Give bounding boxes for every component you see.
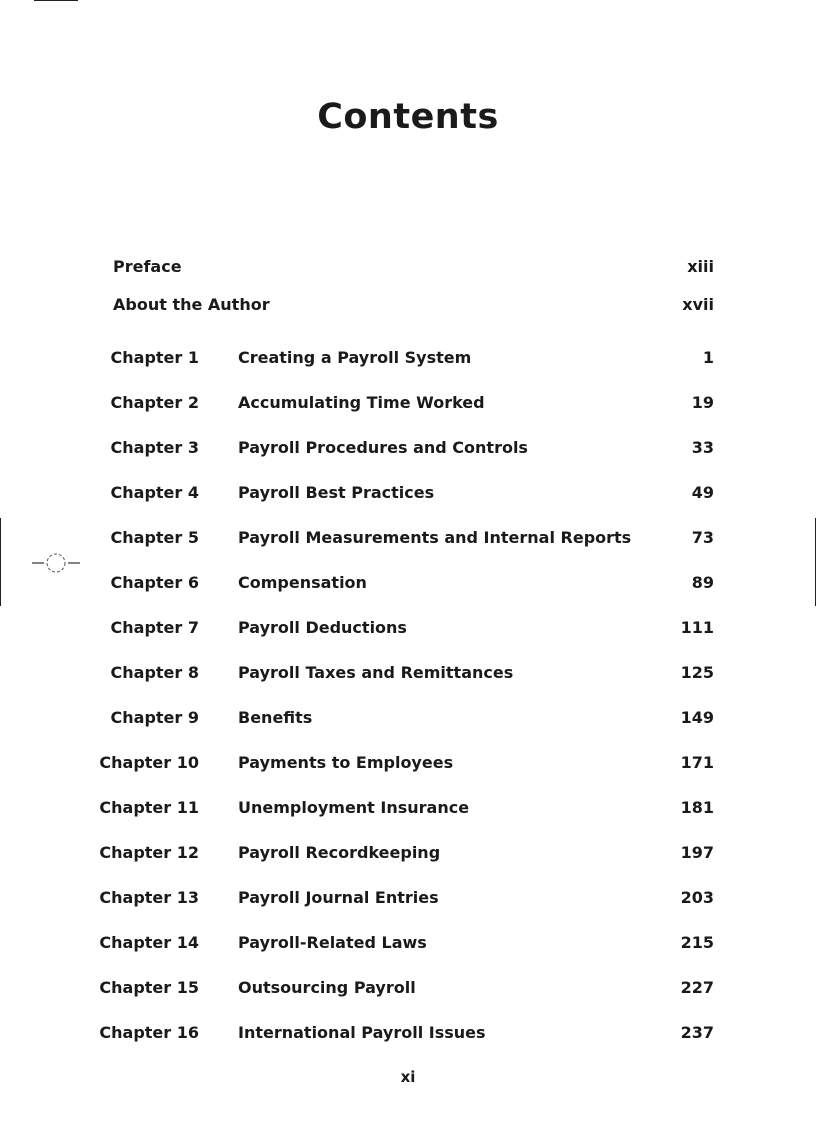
chapter-page-number: 49 bbox=[691, 483, 714, 502]
page-title: Contents bbox=[317, 97, 499, 137]
chapter-label: Chapter 2 bbox=[110, 393, 199, 412]
entry-page-number: xiii bbox=[687, 257, 714, 276]
chapter-page-number: 33 bbox=[691, 438, 714, 457]
chapter-title: Payroll Procedures and Controls bbox=[238, 438, 528, 457]
chapter-entry[interactable] bbox=[0, 753, 816, 773]
chapter-label: Chapter 16 bbox=[99, 1023, 199, 1042]
chapter-page-number: 203 bbox=[680, 888, 714, 907]
registration-mark-icon bbox=[30, 552, 82, 574]
chapter-title: Payroll Best Practices bbox=[238, 483, 435, 502]
chapter-page-number: 111 bbox=[680, 618, 714, 637]
entry-title: About the Author bbox=[113, 295, 270, 314]
chapter-entry[interactable] bbox=[0, 573, 816, 593]
chapter-entry[interactable] bbox=[0, 978, 816, 998]
chapter-label: Chapter 14 bbox=[99, 933, 199, 952]
chapter-title: Payroll Recordkeeping bbox=[238, 843, 441, 862]
chapter-label: Chapter 8 bbox=[110, 663, 199, 682]
chapter-label: Chapter 13 bbox=[99, 888, 199, 907]
chapter-entry[interactable] bbox=[0, 438, 816, 458]
chapter-title: Outsourcing Payroll bbox=[238, 978, 416, 997]
chapter-label: Chapter 4 bbox=[110, 483, 199, 502]
chapter-page-number: 19 bbox=[691, 393, 714, 412]
chapter-page-number: 149 bbox=[680, 708, 714, 727]
chapter-title: Creating a Payroll System bbox=[238, 348, 472, 367]
chapter-page-number: 237 bbox=[680, 1023, 714, 1042]
chapter-label: Chapter 15 bbox=[99, 978, 199, 997]
chapter-title: International Payroll Issues bbox=[238, 1023, 486, 1042]
chapter-page-number: 215 bbox=[680, 933, 714, 952]
front-matter-entry[interactable] bbox=[0, 257, 816, 277]
chapter-entry[interactable] bbox=[0, 933, 816, 953]
page-folio: xi bbox=[400, 1068, 416, 1086]
chapter-title: Payroll Taxes and Remittances bbox=[238, 663, 514, 682]
chapter-entry[interactable] bbox=[0, 348, 816, 368]
chapter-title: Payroll Deductions bbox=[238, 618, 407, 637]
chapter-page-number: 125 bbox=[680, 663, 714, 682]
chapter-page-number: 171 bbox=[680, 753, 714, 772]
chapter-label: Chapter 1 bbox=[110, 348, 199, 367]
chapter-title: Payments to Employees bbox=[238, 753, 454, 772]
chapter-title: Payroll Journal Entries bbox=[238, 888, 439, 907]
chapter-page-number: 73 bbox=[691, 528, 714, 547]
chapter-page-number: 227 bbox=[680, 978, 714, 997]
chapter-entry[interactable] bbox=[0, 843, 816, 863]
chapter-page-number: 89 bbox=[691, 573, 714, 592]
chapter-label: Chapter 11 bbox=[99, 798, 199, 817]
chapter-label: Chapter 12 bbox=[99, 843, 199, 862]
front-matter-entry[interactable] bbox=[0, 295, 816, 315]
chapter-title: Accumulating Time Worked bbox=[238, 393, 485, 412]
chapter-page-number: 197 bbox=[680, 843, 714, 862]
chapter-page-number: 1 bbox=[702, 348, 714, 367]
chapter-entry[interactable] bbox=[0, 1023, 816, 1043]
chapter-entry[interactable] bbox=[0, 663, 816, 683]
chapter-title: Payroll-Related Laws bbox=[238, 933, 427, 952]
crop-mark-top bbox=[34, 0, 78, 1]
chapter-title: Unemployment Insurance bbox=[238, 798, 470, 817]
chapter-entry[interactable] bbox=[0, 393, 816, 413]
chapter-label: Chapter 3 bbox=[110, 438, 199, 457]
chapter-label: Chapter 9 bbox=[110, 708, 199, 727]
chapter-entry[interactable] bbox=[0, 798, 816, 818]
chapter-title: Payroll Measurements and Internal Reports bbox=[238, 528, 632, 547]
chapter-entry[interactable] bbox=[0, 708, 816, 728]
chapter-title: Compensation bbox=[238, 573, 367, 592]
entry-title: Preface bbox=[113, 257, 182, 276]
entry-page-number: xvii bbox=[682, 295, 714, 314]
chapter-label: Chapter 7 bbox=[110, 618, 199, 637]
chapter-entry[interactable] bbox=[0, 528, 816, 548]
chapter-label: Chapter 5 bbox=[110, 528, 199, 547]
chapter-label: Chapter 6 bbox=[110, 573, 199, 592]
chapter-title: Benefits bbox=[238, 708, 313, 727]
chapter-entry[interactable] bbox=[0, 888, 816, 908]
chapter-page-number: 181 bbox=[680, 798, 714, 817]
chapter-entry[interactable] bbox=[0, 483, 816, 503]
chapter-entry[interactable] bbox=[0, 618, 816, 638]
chapter-label: Chapter 10 bbox=[99, 753, 199, 772]
